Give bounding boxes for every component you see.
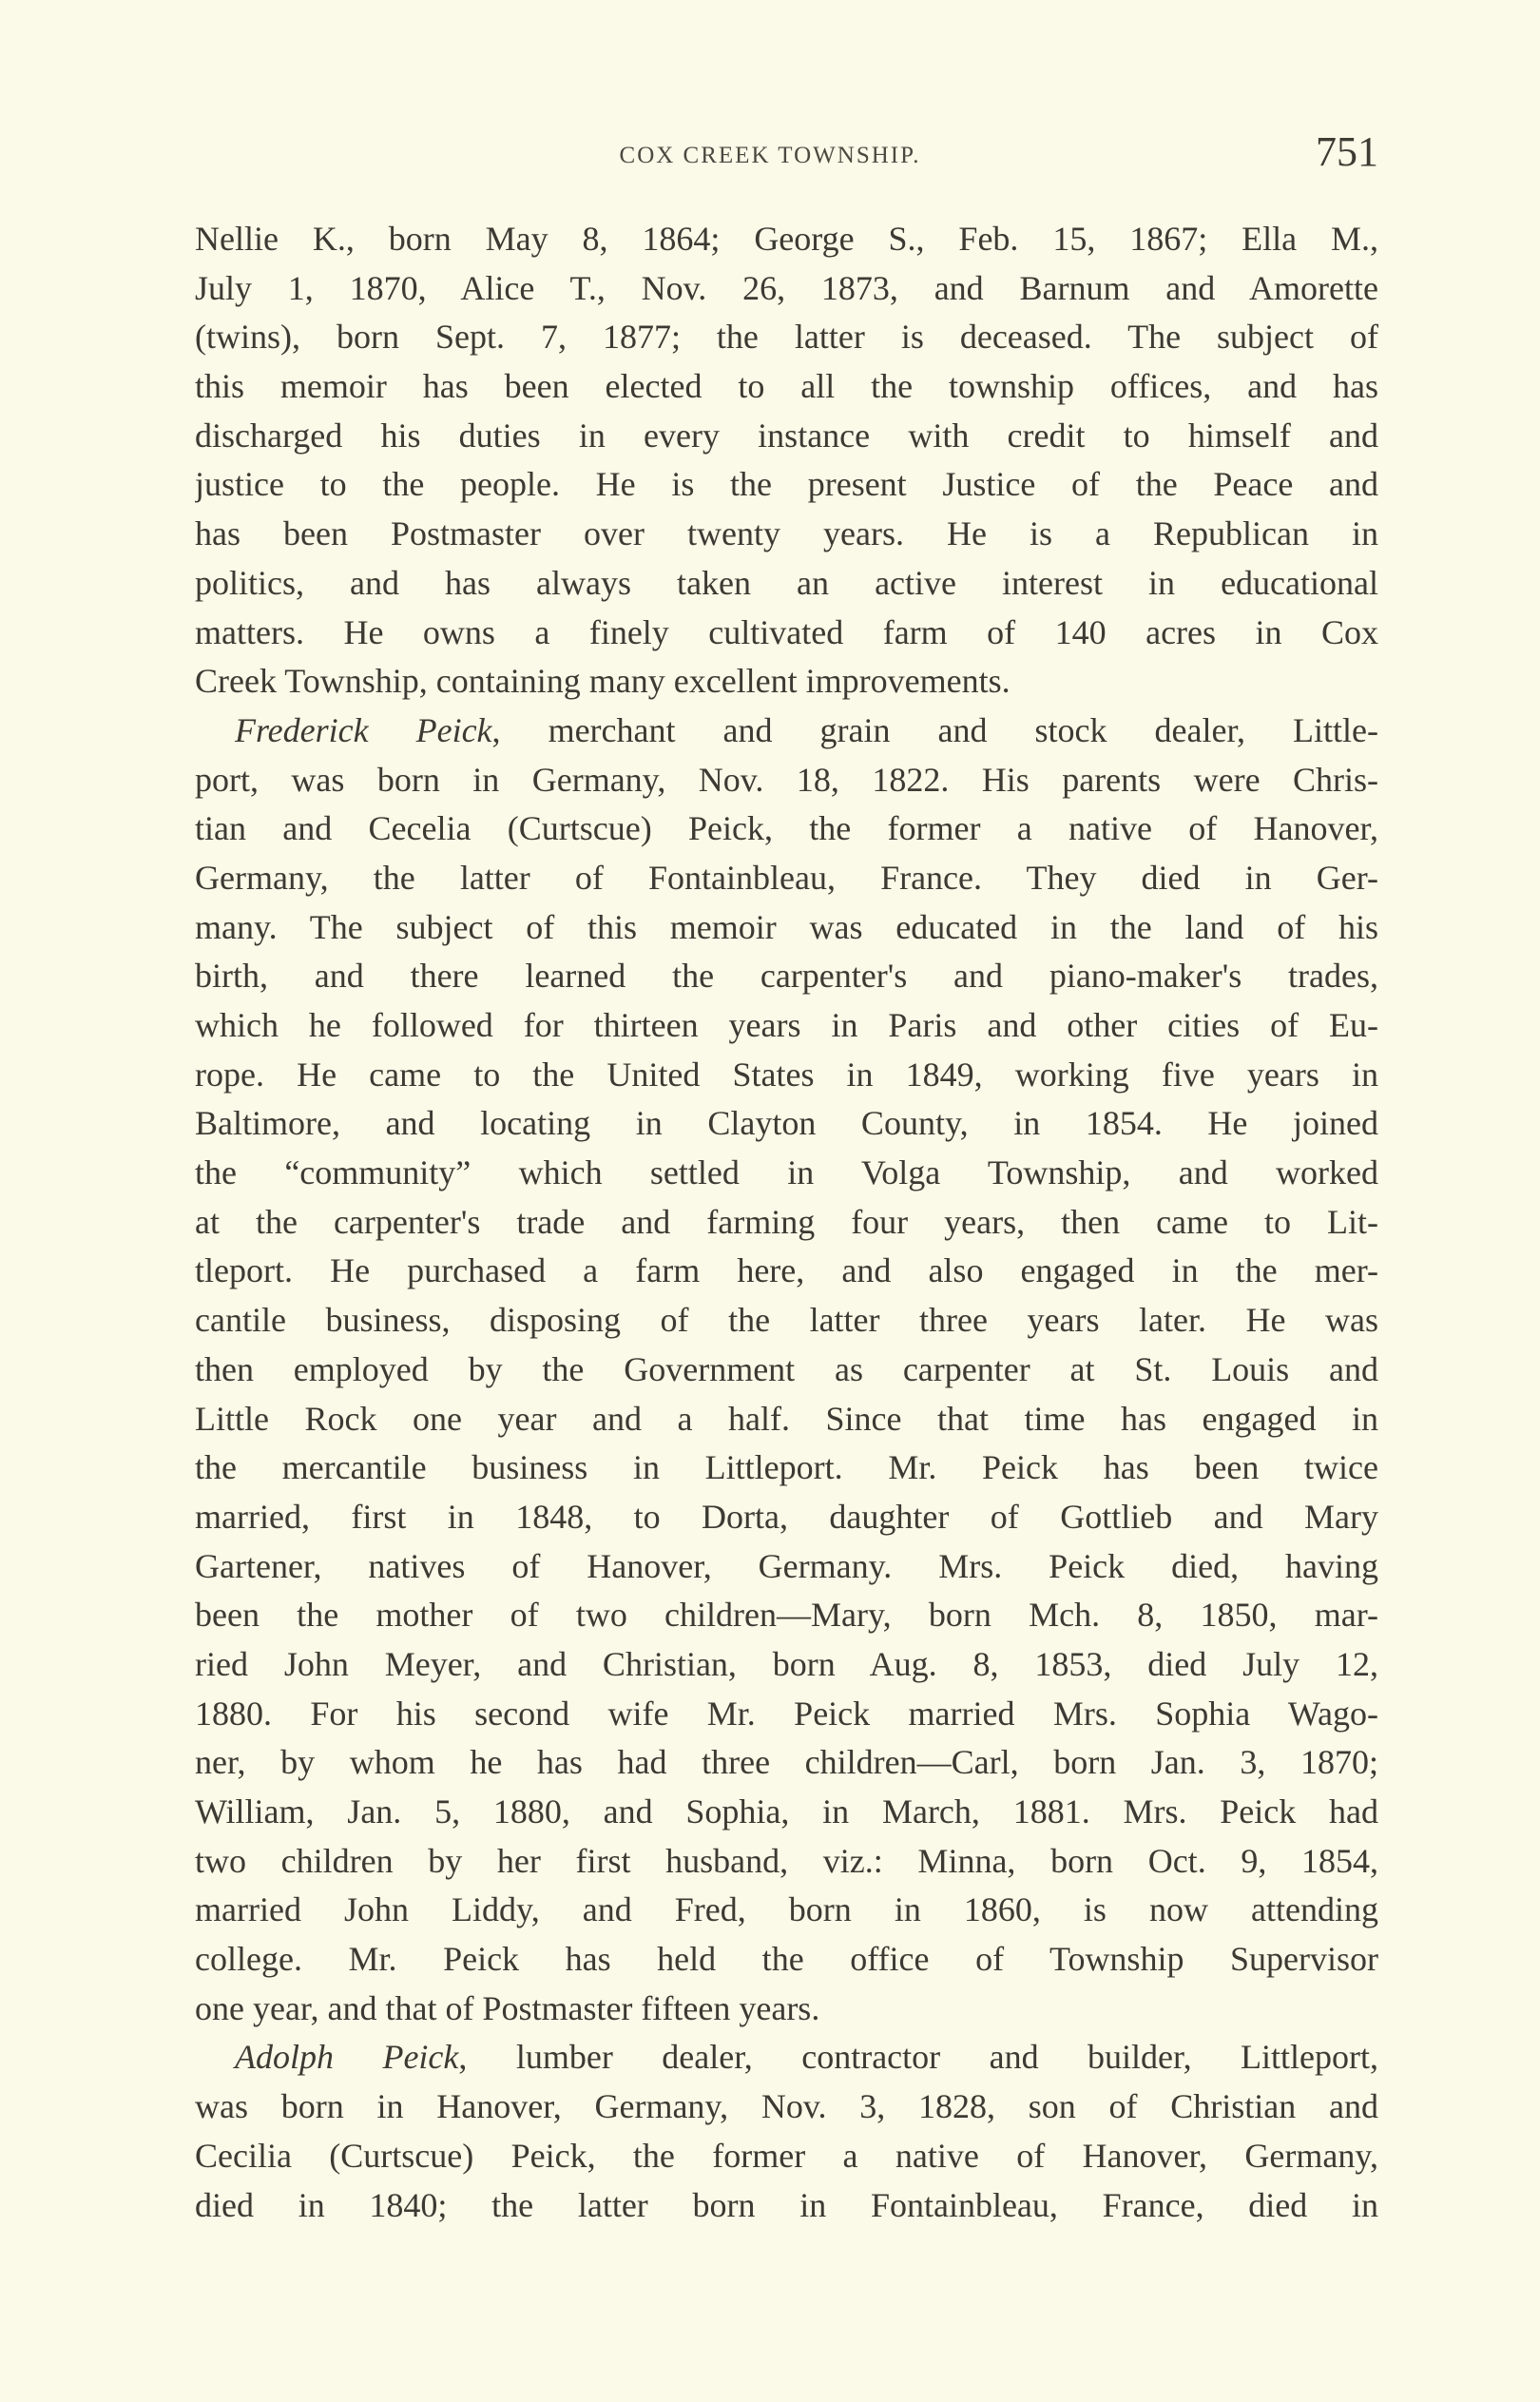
text-line bbox=[195, 559, 1378, 609]
line-text: matters. He owns a finely cultivated farm of 140 acres in Cox bbox=[195, 612, 1378, 651]
line-text: William, Jan. 5, 1880, and Sophia, in March, 1881. Mrs. Peick had bbox=[195, 1792, 1378, 1831]
line-text: this memoir has been elected to all the township offices, and has bbox=[195, 367, 1378, 406]
text-line bbox=[195, 1443, 1378, 1493]
line-text: the “community” which settled in Volga Township, and worked bbox=[195, 1153, 1378, 1192]
line-text: been the mother of two children—Mary, born Mch. 8, 1850, mar- bbox=[195, 1596, 1378, 1635]
text-line bbox=[195, 1247, 1378, 1296]
text-line bbox=[195, 1788, 1378, 1837]
text-line bbox=[195, 2181, 1378, 2231]
line-text: July 1, 1870, Alice T., Nov. 26, 1873, and Barnum and Amorette bbox=[195, 268, 1378, 307]
line-text: married, first in 1848, to Dorta, daughter of Gottlieb and Mary bbox=[195, 1497, 1378, 1536]
line-text: died in 1840; the latter born in Fontainbleau, France, died in bbox=[195, 2185, 1378, 2224]
text-line bbox=[195, 854, 1378, 903]
line-text: Gartener, natives of Hanover, Germany. Mrs. Peick died, having bbox=[195, 1546, 1378, 1585]
text-line bbox=[195, 952, 1378, 1001]
text-line bbox=[195, 2033, 1378, 2082]
subject-name: Frederick Peick bbox=[235, 710, 492, 749]
text-line bbox=[195, 313, 1378, 362]
text-line bbox=[195, 1346, 1378, 1395]
text-line bbox=[195, 1542, 1378, 1592]
text-line bbox=[195, 2082, 1378, 2132]
text-line bbox=[195, 1051, 1378, 1100]
line-text: was born in Hanover, Germany, Nov. 3, 1828, son of Christian and bbox=[195, 2087, 1378, 2126]
line-text: tian and Cecelia (Curtscue) Peick, the former a native of Hanover, bbox=[195, 809, 1378, 848]
text-line bbox=[195, 804, 1378, 854]
text-line bbox=[195, 362, 1378, 412]
body-text bbox=[195, 215, 1378, 2230]
line-text: cantile business, disposing of the latter three years later. He was bbox=[195, 1301, 1378, 1340]
line-text: Cecilia (Curtscue) Peick, the former a native of Hanover, Germany, bbox=[195, 2136, 1378, 2175]
text-line bbox=[195, 215, 1378, 264]
line-text: Germany, the latter of Fontainbleau, France. They died in Ger- bbox=[195, 858, 1378, 897]
text-line bbox=[195, 657, 1378, 707]
text-line bbox=[195, 1149, 1378, 1198]
line-text: , merchant and grain and stock dealer, Little- bbox=[491, 710, 1378, 749]
line-text: married John Liddy, and Fred, born in 1860, is now attending bbox=[195, 1890, 1378, 1929]
text-line bbox=[195, 1837, 1378, 1887]
subject-name: Adolph Peick bbox=[235, 2038, 459, 2077]
text-line bbox=[195, 1985, 1378, 2034]
line-text: justice to the people. He is the present Justice of the Peace and bbox=[195, 465, 1378, 504]
text-line bbox=[195, 1198, 1378, 1248]
text-line bbox=[195, 510, 1378, 559]
line-text: Nellie K., born May 8, 1864; George S., Feb. 15, 1867; Ella M., bbox=[195, 220, 1378, 258]
line-text: the mercantile business in Littleport. Mr. Peick has been twice bbox=[195, 1448, 1378, 1487]
line-text: then employed by the Government as carpenter at St. Louis and bbox=[195, 1349, 1378, 1388]
line-text: ner, by whom he has had three children—Carl, born Jan. 3, 1870; bbox=[195, 1743, 1378, 1782]
line-text: politics, and has always taken an active interest in educational bbox=[195, 563, 1378, 602]
text-line bbox=[195, 756, 1378, 805]
line-text: Little Rock one year and a half. Since that time has engaged in bbox=[195, 1399, 1378, 1438]
line-text: birth, and there learned the carpenter's and piano-maker's trades, bbox=[195, 957, 1378, 996]
line-text: Creek Township, containing many excellent improvements. bbox=[195, 662, 1011, 701]
line-text: (twins), born Sept. 7, 1877; the latter is deceased. The subject of bbox=[195, 318, 1378, 357]
text-line bbox=[195, 1886, 1378, 1935]
text-line bbox=[195, 2132, 1378, 2181]
text-line bbox=[195, 1738, 1378, 1788]
text-line bbox=[195, 1493, 1378, 1542]
line-text: one year, and that of Postmaster fifteen years. bbox=[195, 1988, 820, 2027]
line-text: 1880. For his second wife Mr. Peick married Mrs. Sophia Wago- bbox=[195, 1694, 1378, 1733]
text-line bbox=[195, 460, 1378, 510]
text-line bbox=[195, 1640, 1378, 1690]
line-text: Baltimore, and locating in Clayton County, in 1854. He joined bbox=[195, 1104, 1378, 1143]
line-text: many. The subject of this memoir was educated in the land of his bbox=[195, 907, 1378, 946]
text-line bbox=[195, 264, 1378, 314]
text-line bbox=[195, 903, 1378, 953]
line-text: , lumber dealer, contractor and builder, Littleport, bbox=[458, 2038, 1378, 2077]
line-text: college. Mr. Peick has held the office of Township Supervisor bbox=[195, 1940, 1378, 1979]
text-line bbox=[195, 1099, 1378, 1149]
line-text: at the carpenter's trade and farming four years, then came to Lit- bbox=[195, 1202, 1378, 1241]
line-text: two children by her first husband, viz.: Minna, born Oct. 9, 1854, bbox=[195, 1841, 1378, 1880]
text-line bbox=[195, 1591, 1378, 1640]
running-head: COX CREEK TOWNSHIP. bbox=[619, 143, 921, 168]
text-line bbox=[195, 1001, 1378, 1051]
page-number: 751 bbox=[1316, 128, 1378, 175]
text-line bbox=[195, 707, 1378, 756]
text-line bbox=[195, 1690, 1378, 1739]
text-line bbox=[195, 609, 1378, 658]
line-text: tleport. He purchased a farm here, and also engaged in the mer- bbox=[195, 1251, 1378, 1290]
line-text: ried John Meyer, and Christian, born Aug. 8, 1853, died July 12, bbox=[195, 1644, 1378, 1683]
text-line bbox=[195, 1296, 1378, 1346]
text-line bbox=[195, 412, 1378, 461]
text-line bbox=[195, 1935, 1378, 1985]
line-text: rope. He came to the United States in 1849, working five years in bbox=[195, 1055, 1378, 1094]
line-text: discharged his duties in every instance with credit to himself and bbox=[195, 416, 1378, 455]
line-text: port, was born in Germany, Nov. 18, 1822. His parents were Chris- bbox=[195, 760, 1378, 799]
line-text: has been Postmaster over twenty years. He is a Republican in bbox=[195, 514, 1378, 553]
line-text: which he followed for thirteen years in Paris and other cities of Eu- bbox=[195, 1006, 1378, 1044]
text-line bbox=[195, 1395, 1378, 1444]
